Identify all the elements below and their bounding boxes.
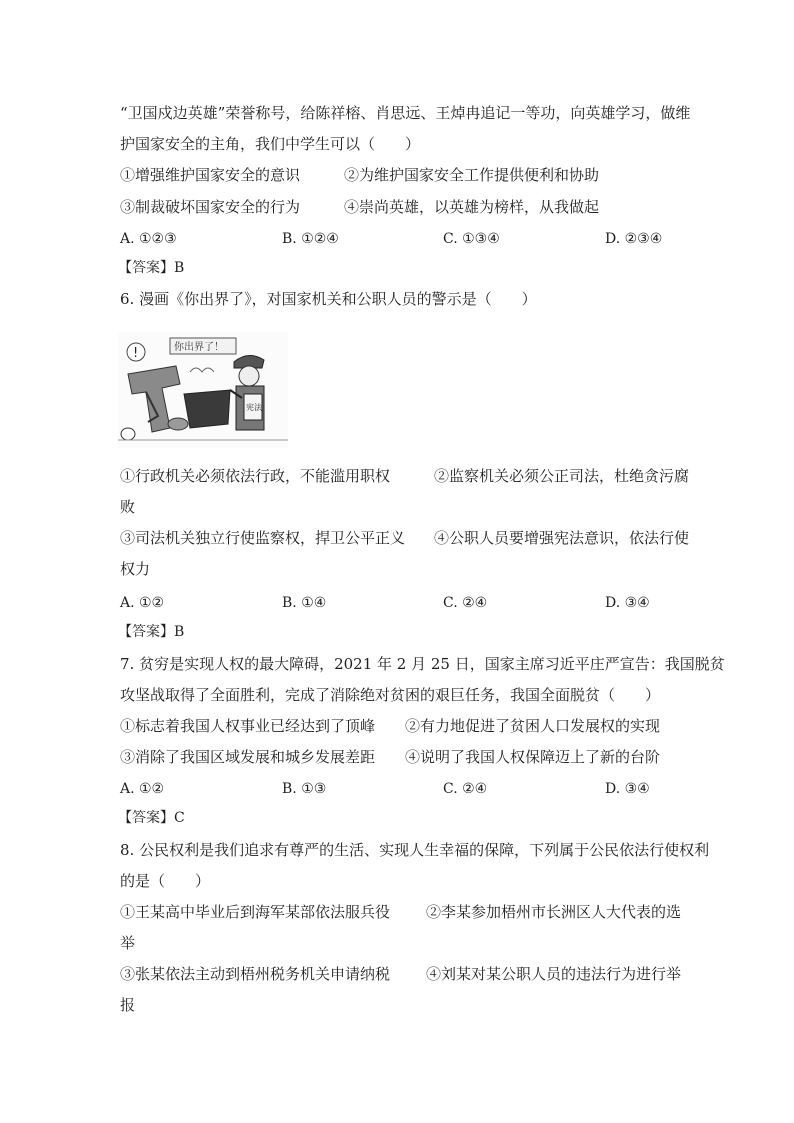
cartoon-image bbox=[118, 332, 288, 448]
q7-choice-d: D. ③④ bbox=[605, 781, 650, 797]
q6-choice-d: D. ③④ bbox=[605, 595, 650, 611]
q5-stem-line2: 护国家安全的主角，我们中学生可以（ ） bbox=[120, 135, 421, 153]
q5-option-2: ②为维护国家安全工作提供便利和协助 bbox=[344, 166, 600, 184]
q5-stem-line1: “卫国戍边英雄”荣誉称号，给陈祥榕、肖思远、王焯冉追记一等功，向英雄学习，做维 bbox=[120, 104, 691, 122]
q5-option-1: ①增强维护国家安全的意识 bbox=[120, 166, 301, 184]
q5-choice-b: B. ①②④ bbox=[282, 231, 339, 247]
q7-option-1: ①标志着我国人权事业已经达到了顶峰 bbox=[120, 717, 376, 735]
q5-answer: 【答案】B bbox=[118, 260, 185, 276]
q5-choice-a: A. ①②③ bbox=[120, 231, 177, 247]
q5-option-3: ③制裁破坏国家安全的行为 bbox=[120, 198, 301, 216]
q8-option-4-cont: 报 bbox=[120, 996, 136, 1014]
q7-option-4: ④说明了我国人权保障迈上了新的台阶 bbox=[405, 748, 661, 766]
q6-option-1: ①行政机关必须依法行政，不能滥用职权 bbox=[120, 467, 391, 485]
q6-answer: 【答案】B bbox=[118, 624, 185, 640]
q7-choice-c: C. ②④ bbox=[443, 781, 488, 797]
q6-option-4: ④公职人员要增强宪法意识，依法行使 bbox=[434, 529, 690, 547]
q6-choice-a: A. ①② bbox=[120, 595, 165, 611]
q8-option-3: ③张某依法主动到梧州税务机关申请纳税 bbox=[120, 965, 391, 983]
q8-option-4: ④刘某对某公职人员的违法行为进行举 bbox=[426, 965, 682, 983]
q6-stem: 6. 漫画《你出界了》，对国家机关和公职人员的警示是（ ） bbox=[120, 290, 537, 308]
q8-stem-line1: 8. 公民权利是我们追求有尊严的生活、实现人生幸福的保障，下列属于公民依法行使权利 bbox=[120, 841, 710, 859]
q7-choice-b: B. ①③ bbox=[282, 781, 327, 797]
q7-option-3: ③消除了我国区域发展和城乡发展差距 bbox=[120, 748, 376, 766]
q7-choice-a: A. ①② bbox=[120, 781, 165, 797]
q6-option-4-cont: 权力 bbox=[120, 560, 151, 578]
q5-choice-d: D. ②③④ bbox=[605, 231, 663, 247]
q5-choice-c: C. ①③④ bbox=[443, 231, 500, 247]
q8-option-2-cont: 举 bbox=[120, 934, 136, 952]
q8-option-1: ①王某高中毕业后到海军某部依法服兵役 bbox=[120, 903, 391, 921]
q8-stem-line2: 的是（ ） bbox=[120, 872, 211, 890]
q6-choice-c: C. ②④ bbox=[443, 595, 488, 611]
q6-option-2: ②监察机关必须公正司法，杜绝贪污腐 bbox=[434, 467, 690, 485]
q6-choice-b: B. ①④ bbox=[282, 595, 327, 611]
q6-option-2-cont: 败 bbox=[120, 498, 136, 516]
q7-stem-line2: 攻坚战取得了全面胜利，完成了消除绝对贫困的艰巨任务，我国全面脱贫（ ） bbox=[120, 686, 661, 704]
q5-option-4: ④崇尚英雄，以英雄为榜样，从我做起 bbox=[344, 198, 600, 216]
q7-stem-line1: 7. 贫穷是实现人权的最大障碍，2021 年 2 月 25 日，国家主席习近平庄严宣告：我国脱贫 bbox=[120, 655, 725, 673]
q7-answer: 【答案】C bbox=[118, 810, 185, 826]
cartoon-box-text: 宪法 bbox=[246, 403, 262, 412]
q6-option-3: ③司法机关独立行使监察权，捍卫公平正义 bbox=[120, 529, 406, 547]
svg-text:!: ! bbox=[133, 346, 139, 361]
q8-option-2: ②李某参加梧州市长洲区人大代表的选 bbox=[426, 903, 682, 921]
cartoon-sign-text: 你出界了！ bbox=[174, 342, 224, 353]
q7-option-2: ②有力地促进了贫困人口发展权的实现 bbox=[405, 717, 661, 735]
